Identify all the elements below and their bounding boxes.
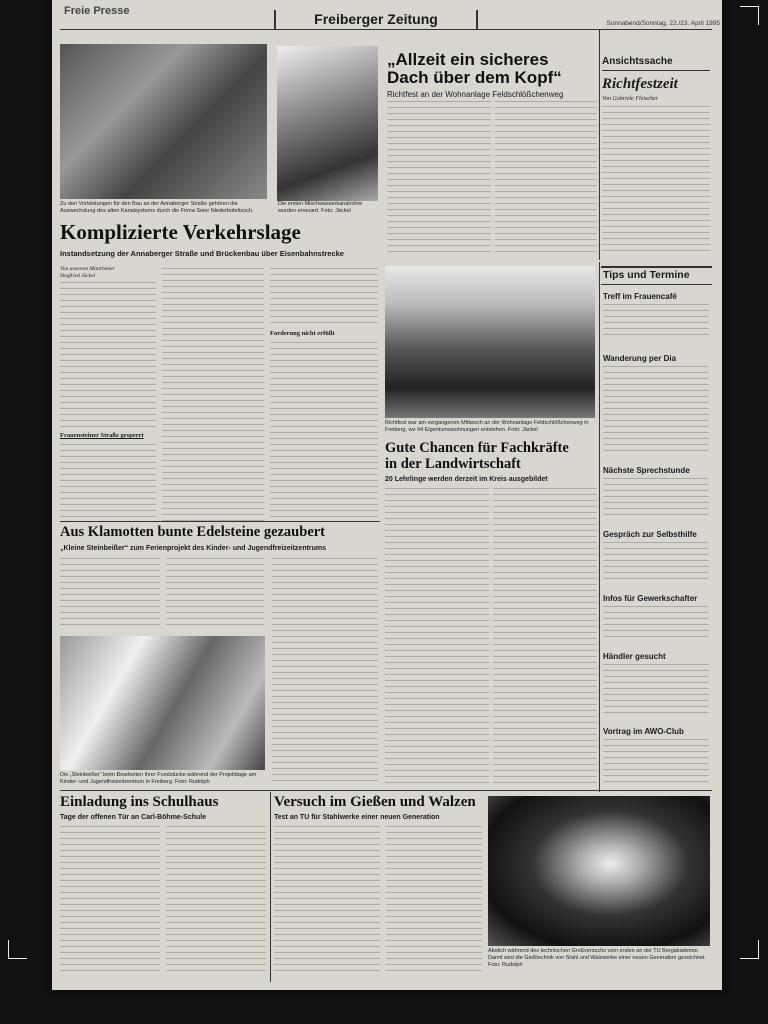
roof-text-column-2 bbox=[495, 101, 597, 256]
traffic-byline-1: Von unserem Mitarbeiter bbox=[60, 266, 115, 272]
masthead-section: Freie Presse bbox=[64, 5, 130, 17]
casting-text-column-2 bbox=[386, 826, 482, 976]
traffic-subhead: Instandsetzung der Annaberger Straße und Brückenbau über Eisenbahnstrecke bbox=[60, 249, 344, 258]
building-photo bbox=[385, 266, 595, 418]
crop-mark-bottom-right bbox=[740, 940, 759, 959]
traffic-text-column-1 bbox=[60, 282, 156, 428]
farm-text-column-2 bbox=[493, 488, 597, 786]
roof-subhead: Richtfest an der Wohnanlage Feldschlößchenweg bbox=[387, 90, 564, 99]
crop-mark-top-right bbox=[740, 6, 759, 25]
traffic-text-column-1b bbox=[60, 444, 156, 522]
column-title: Richtfestzeit bbox=[602, 76, 678, 92]
traffic-byline-2: Siegfried Jäckel bbox=[60, 273, 96, 279]
school-headline: Einladung ins Schulhaus bbox=[60, 794, 219, 810]
tip-title-2: Wanderung per Dia bbox=[603, 354, 677, 363]
children-photo bbox=[60, 636, 265, 770]
column-divider bbox=[599, 30, 600, 260]
foundry-photo bbox=[488, 796, 710, 946]
traffic-text-column-3b bbox=[270, 342, 378, 522]
masthead-rule bbox=[60, 29, 712, 30]
tip-title-7: Vortrag im AWO-Club bbox=[603, 727, 684, 736]
newspaper-page bbox=[52, 0, 722, 990]
school-text-column-2 bbox=[166, 826, 266, 976]
tip-title-3: Nächste Sprechstunde bbox=[603, 466, 690, 475]
casting-subhead: Test an TU für Stahlwerke einer neuen Generation bbox=[274, 814, 440, 821]
traffic-text-column-3a bbox=[270, 268, 378, 326]
masthead-paper-title: Freiberger Zeitung bbox=[314, 11, 438, 27]
construction-photo-left bbox=[60, 44, 267, 199]
tip-title-6: Händler gesucht bbox=[603, 652, 666, 661]
column-text bbox=[602, 106, 710, 256]
tips-divider bbox=[599, 262, 600, 792]
farm-text-column-1 bbox=[385, 488, 489, 786]
tip-text-7 bbox=[603, 739, 709, 787]
roof-headline-line1: „Allzeit ein sicheres bbox=[387, 50, 549, 69]
tip-title-1: Treff im Frauencafé bbox=[603, 292, 677, 301]
traffic-text-column-2 bbox=[162, 268, 264, 522]
school-text-column-1 bbox=[60, 826, 160, 976]
roof-text-column-1 bbox=[387, 101, 491, 256]
tips-header-box bbox=[601, 266, 712, 285]
school-subhead: Tage der offenen Tür an Carl-Böhme-Schule bbox=[60, 814, 207, 821]
roof-headline-line2: Dach über dem Kopf“ bbox=[387, 68, 562, 87]
tip-text-5 bbox=[603, 606, 709, 642]
casting-divider bbox=[270, 792, 271, 982]
gem-text-column-1 bbox=[60, 558, 160, 630]
traffic-crosshead-2: Forderung nicht erfüllt bbox=[270, 330, 335, 337]
tip-text-4 bbox=[603, 542, 709, 584]
column-label: Ansichtssache bbox=[602, 56, 673, 67]
tip-text-3 bbox=[603, 478, 709, 518]
tip-title-4: Gespräch zur Selbsthilfe bbox=[603, 530, 697, 539]
column-label-rule bbox=[602, 70, 710, 71]
tip-text-2 bbox=[603, 366, 709, 456]
farm-headline-line1: Gute Chancen für Fachkräfte bbox=[385, 440, 569, 456]
children-photo-caption: Die „Steinbeißer“ beim Bearbeiten ihrer Fundstücke während der Projekttage am Kinder- und Jugendfreizeitzentrum in Freiberg. Foto: Rudolph bbox=[60, 772, 257, 785]
traffic-crosshead-1: Frauensteiner Straße gesperrt bbox=[60, 432, 144, 439]
tip-text-6 bbox=[603, 664, 709, 716]
column-author: Von Gabriele Fleischer bbox=[602, 96, 658, 102]
building-photo-caption: Richtfest war am vergangenen Mittwoch an der Wohnanlage Feldschlößchenweg in Freiberg, wo 94 Eigentumswohnungen entstehen. Foto: Jäckel bbox=[385, 420, 589, 433]
traffic-headline: Komplizierte Verkehrslage bbox=[60, 220, 301, 244]
masthead-date: Sonnabend/Sonntag, 22./23. April 1995 bbox=[606, 20, 720, 27]
gem-top-rule bbox=[60, 521, 380, 522]
construction-photo-right bbox=[277, 46, 378, 201]
gem-text-column-2 bbox=[166, 558, 264, 630]
casting-text-column-1 bbox=[274, 826, 380, 976]
farm-subhead: 20 Lehrlinge werden derzeit im Kreis ausgebildet bbox=[385, 476, 548, 483]
gem-headline: Aus Klamotten bunte Edelsteine gezaubert bbox=[60, 524, 326, 540]
foundry-photo-caption: Abstich während des technischen Großversuchs vom ersten an der TU Bergakademie. Damit wird die Gießtechnik von Stahl und Walzwerke einer neuen Generation gezeichnet. Foto: Rudolph bbox=[488, 948, 707, 968]
top-photo-caption-left: Zu den Vorleistungen für den Bau an der Annaberger Straße gehören die Auswechslung des alten Kanalsystems durch die Firma Seier Niederbobritzsch. bbox=[60, 201, 254, 214]
tip-title-5: Infos für Gewerkschafter bbox=[603, 594, 698, 603]
tip-text-1 bbox=[603, 304, 709, 340]
crop-mark-bottom-left bbox=[8, 940, 27, 959]
casting-headline: Versuch im Gießen und Walzen bbox=[274, 794, 476, 810]
bottom-section-rule bbox=[60, 790, 712, 791]
gem-subhead: „Kleine Steinbeißer“ zum Ferienprojekt des Kinder- und Jugendfreizeitzentrums bbox=[60, 545, 327, 552]
tips-header: Tips und Termine bbox=[603, 269, 690, 281]
masthead-paper-box bbox=[274, 10, 478, 30]
farm-headline-line2: in der Landwirtschaft bbox=[385, 456, 521, 472]
gem-text-column-3 bbox=[272, 558, 378, 786]
top-photo-caption-right: Die ersten Mischwasserkanalrohre wurden erneuert. Foto: Jäckel bbox=[278, 201, 363, 214]
